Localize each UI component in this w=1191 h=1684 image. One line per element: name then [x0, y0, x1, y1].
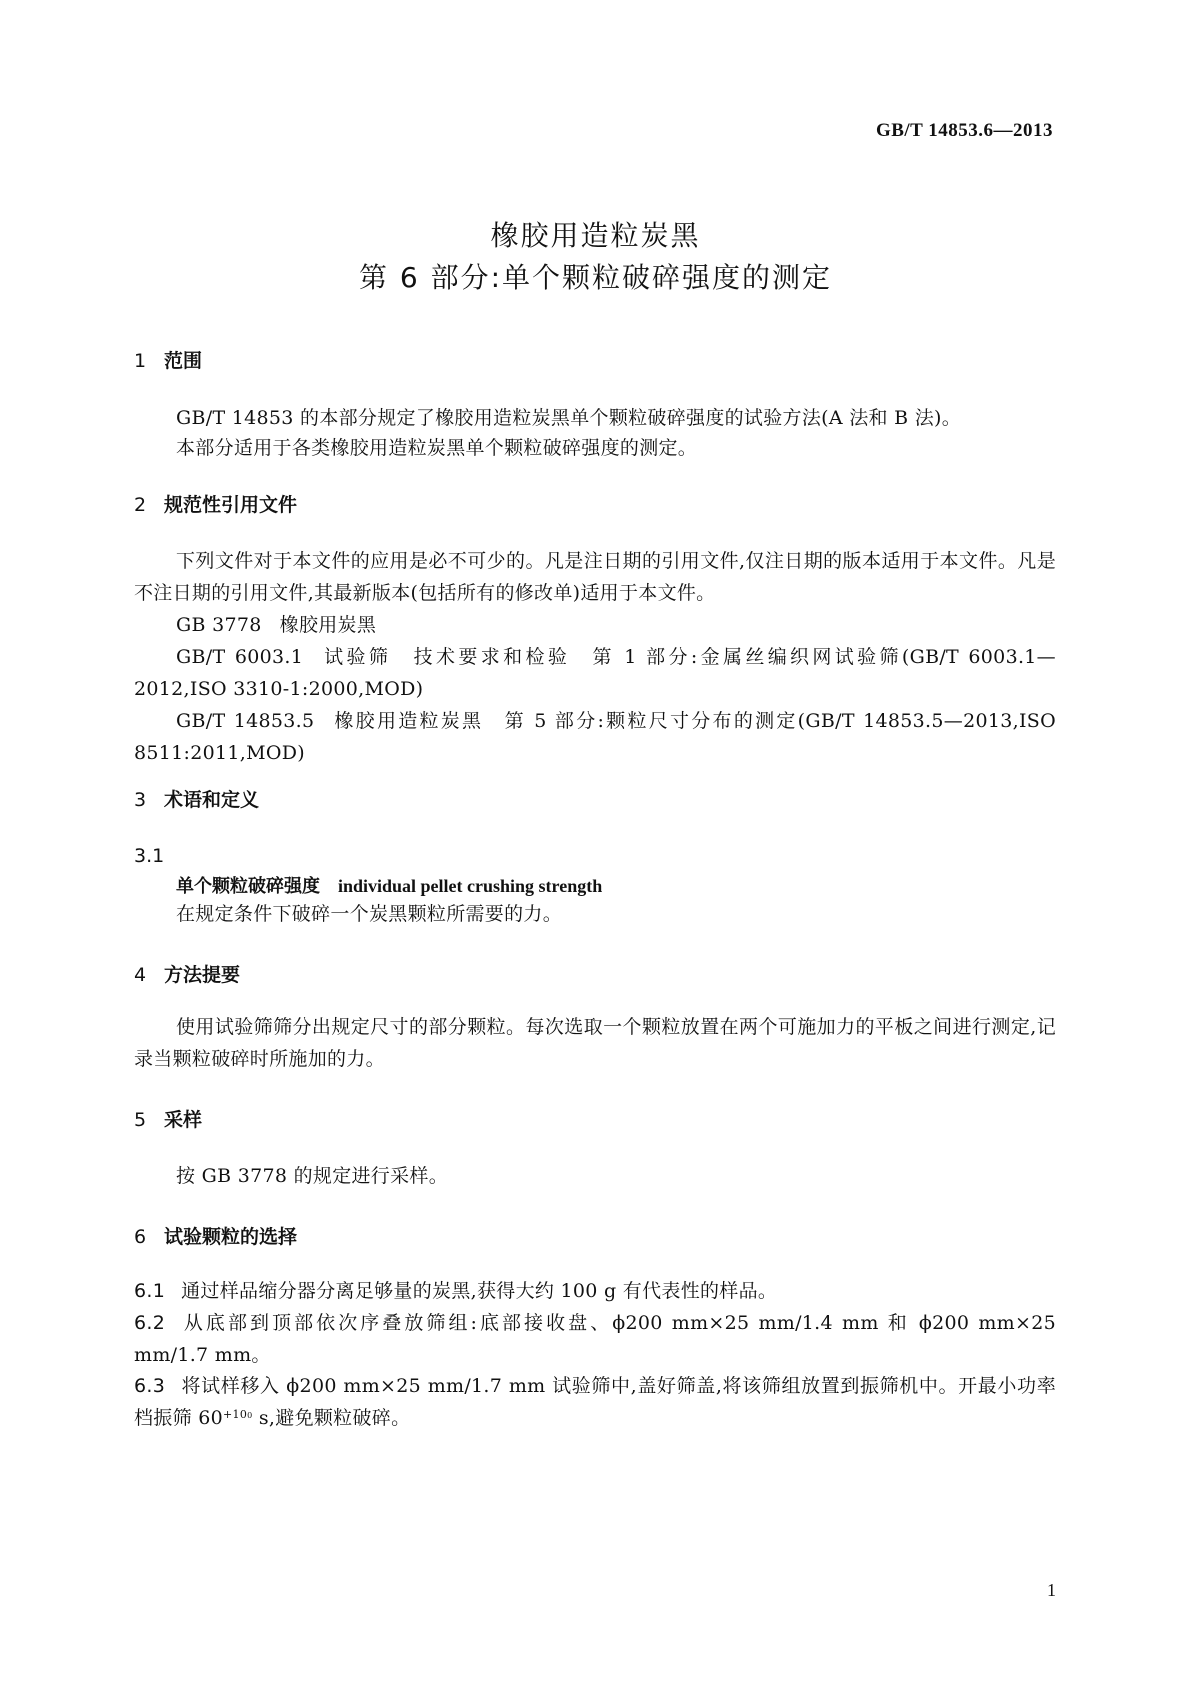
clause-6-3	[134, 1370, 1056, 1434]
section-title: 规范性引用文件	[164, 494, 298, 516]
section-4-paragraph: 使用试验筛筛分出规定尺寸的部分颗粒。每次选取一个颗粒放置在两个可施加力的平板之间进行测定,记录当颗粒破碎时所施加的力。	[134, 1016, 1056, 1070]
reference-gbt14853-5	[134, 705, 1056, 769]
reference-code: GB/T 6003.1	[176, 646, 304, 668]
section-1-paragraph-1: GB/T 14853 的本部分规定了橡胶用造粒炭黑单个颗粒破碎强度的试验方法(A 法和 B 法)。	[176, 407, 962, 429]
clause-text: 从底部到顶部依次序叠放筛组:底部接收盘、ϕ200 mm×25 mm/1.4 mm 和 ϕ200 mm×25 mm/1.7 mm。	[134, 1312, 1056, 1366]
term-entry	[176, 872, 602, 898]
clause-6-1	[134, 1275, 1056, 1307]
term-english: individual pellet crushing strength	[338, 876, 603, 896]
term-chinese: 单个颗粒破碎强度	[176, 876, 320, 897]
reference-gb3778	[176, 609, 376, 641]
page-number: 1	[1047, 1580, 1056, 1600]
section-number: 4	[134, 964, 147, 986]
section-3-heading	[134, 785, 259, 812]
tolerance-upper: +10	[223, 1408, 248, 1421]
reference-code: GB 3778	[176, 614, 262, 636]
clause-number: 6.1	[134, 1280, 166, 1302]
clause-number: 6.2	[134, 1312, 166, 1334]
section-title: 采样	[164, 1109, 203, 1131]
tolerance	[223, 1408, 253, 1421]
reference-gbt6003	[134, 641, 1056, 705]
clause-number: 3.1	[134, 845, 165, 867]
term-number	[134, 845, 178, 867]
section-1-paragraph-2: 本部分适用于各类橡胶用造粒炭黑单个颗粒破碎强度的测定。	[176, 437, 698, 459]
section-number: 3	[134, 789, 147, 811]
section-1-heading	[134, 346, 202, 373]
document-title: 橡胶用造粒炭黑	[490, 219, 701, 252]
reference-title: 橡胶用炭黑	[279, 614, 377, 636]
clause-number: 6.3	[134, 1375, 166, 1397]
section-6-heading	[134, 1222, 297, 1249]
section-title: 术语和定义	[164, 789, 260, 811]
section-4-heading	[134, 960, 240, 987]
section-number: 1	[134, 350, 147, 372]
reference-code: GB/T 14853.5	[176, 710, 315, 732]
reference-title: 橡胶用造粒炭黑 第 5 部分:颗粒尺寸分布的测定(GB/T 14853.5—2013,ISO 8511:2011,MOD)	[134, 710, 1056, 764]
clause-6-2	[134, 1307, 1056, 1371]
document-subtitle: 第 6 部分:单个颗粒破碎强度的测定	[358, 261, 833, 294]
section-2-heading	[134, 490, 297, 517]
section-number: 6	[134, 1226, 147, 1248]
term-definition: 在规定条件下破碎一个炭黑颗粒所需要的力。	[176, 903, 563, 925]
section-title: 方法提要	[164, 964, 241, 986]
section-number: 2	[134, 494, 147, 516]
tolerance-lower: 0	[247, 1411, 253, 1420]
standard-number: GB/T 14853.6—2013	[875, 120, 1053, 141]
section-title: 范围	[164, 350, 203, 372]
clause-text: 通过样品缩分器分离足够量的炭黑,获得大约 100 g 有代表性的样品。	[181, 1280, 778, 1302]
clause-text: 将试样移入 ϕ200 mm×25 mm/1.7 mm 试验筛中,盖好筛盖,将该筛组放置到振筛机中。开最小功率档振筛 60	[134, 1375, 1056, 1429]
section-title: 试验颗粒的选择	[164, 1226, 298, 1248]
clause-text-end: s,避免颗粒破碎。	[252, 1407, 411, 1429]
section-5-paragraph: 按 GB 3778 的规定进行采样。	[176, 1165, 449, 1187]
section-2-intro: 下列文件对于本文件的应用是必不可少的。凡是注日期的引用文件,仅注日期的版本适用于本文件。凡是不注日期的引用文件,其最新版本(包括所有的修改单)适用于本文件。	[134, 550, 1056, 604]
reference-title: 试验筛 技术要求和检验 第 1 部分:金属丝编织网试验筛(GB/T 6003.1—2012,ISO 3310-1:2000,MOD)	[134, 646, 1056, 700]
section-number: 5	[134, 1109, 147, 1131]
section-5-heading	[134, 1105, 202, 1132]
